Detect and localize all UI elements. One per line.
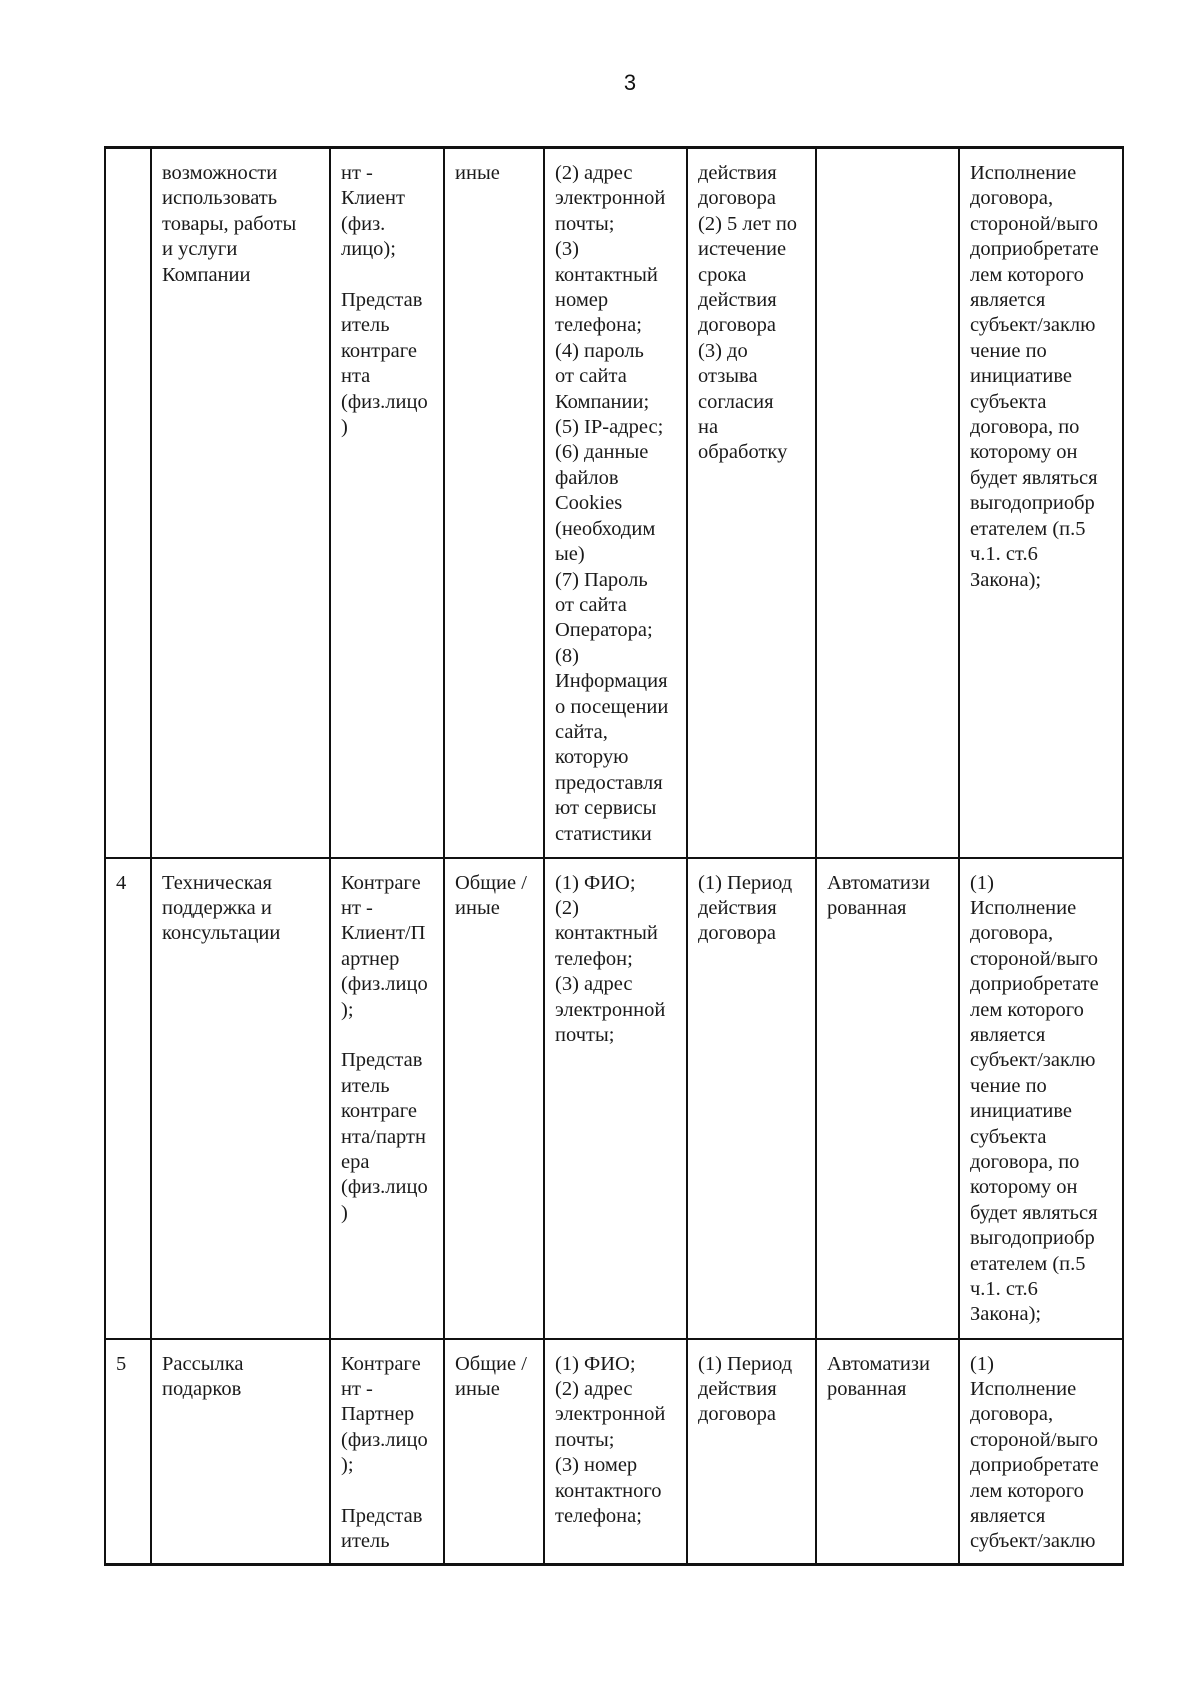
purpose-text: Рассылка подарков — [162, 1352, 244, 1400]
purpose-text: возможности использовать товары, работы и услуги Компании — [162, 162, 297, 286]
cell-data-list — [544, 148, 687, 858]
cell-purpose — [151, 1339, 330, 1565]
cell-purpose — [151, 148, 330, 858]
cell-number — [105, 858, 151, 1339]
cell-term — [687, 1339, 816, 1565]
purpose-text: Техническая поддержка и консультации — [162, 871, 281, 945]
cell-data-list — [544, 858, 687, 1339]
category-text: Общие / иные — [455, 1352, 527, 1400]
table-row — [105, 1339, 1123, 1565]
row-number: 4 — [116, 871, 127, 894]
cell-method — [816, 858, 959, 1339]
cell-data-list — [544, 1339, 687, 1565]
table-row — [105, 148, 1123, 858]
basis-text: (1) Исполнение договора, стороной/выго доприобретате лем которого является субъект/заклю чение по инициативе субъекта договора, по которому он будет являться выгодоприобр етателем (п.5 ч.1. ст.6 Закона); — [970, 871, 1099, 1326]
processing-table — [104, 146, 1124, 1566]
cell-number — [105, 148, 151, 858]
page-number: 3 — [623, 70, 637, 95]
subjects-text: нт - Клиент (физ. лицо); Представ итель контраге нта (физ.лицо ) — [341, 162, 428, 439]
cell-basis — [959, 1339, 1123, 1565]
basis-text: (1) Исполнение договора, стороной/выго доприобретате лем которого является субъект/заклю — [970, 1352, 1099, 1553]
data-list-text: (1) ФИО; (2) контактный телефон; (3) адрес электронной почты; — [555, 871, 666, 1046]
cell-basis — [959, 858, 1123, 1339]
cell-category — [444, 858, 544, 1339]
cell-category — [444, 148, 544, 858]
term-text: (1) Период действия договора — [698, 871, 793, 945]
table-row — [105, 858, 1123, 1339]
row-number: 5 — [116, 1352, 127, 1375]
category-text: иные — [455, 162, 500, 184]
method-text: Автоматизи рованная — [827, 1352, 930, 1400]
subjects-text: Контраге нт - Клиент/П артнер (физ.лицо ); Представ итель контраге нта/партн ера (физ.лицо ) — [341, 871, 428, 1224]
term-text: (1) Период действия договора — [698, 1352, 793, 1426]
data-list-text: (1) ФИО; (2) адрес электронной почты; (3) номер контактного телефона; — [555, 1352, 666, 1527]
cell-subjects — [330, 858, 444, 1339]
subjects-text: Контраге нт - Партнер (физ.лицо ); Представ итель — [341, 1352, 428, 1553]
cell-method — [816, 1339, 959, 1565]
basis-text: Исполнение договора, стороной/выго доприобретате лем которого является субъект/заклю чение по инициативе субъекта договора, по которому он будет являться выгодоприобр етателем (п.5 ч.1. ст.6 Закона); — [970, 162, 1099, 591]
cell-purpose — [151, 858, 330, 1339]
cell-subjects — [330, 1339, 444, 1565]
cell-term — [687, 148, 816, 858]
cell-number — [105, 1339, 151, 1565]
cell-basis — [959, 148, 1123, 858]
cell-method — [816, 148, 959, 858]
data-list-text: (2) адрес электронной почты; (3) контактный номер телефона; (4) пароль от сайта Компании; (5) IP-адрес; (6) данные файлов Cookies (необходим ые) (7) Пароль от сайта Оператора; (8) Информация о посещении сайта, которую предоставля ют сервисы статистики — [555, 162, 669, 845]
cell-subjects — [330, 148, 444, 858]
category-text: Общие / иные — [455, 871, 527, 919]
cell-category — [444, 1339, 544, 1565]
method-text: Автоматизи рованная — [827, 871, 930, 919]
cell-term — [687, 858, 816, 1339]
term-text: действия договора (2) 5 лет по истечение срока действия договора (3) до отзыва согласия на обработку — [698, 162, 798, 464]
